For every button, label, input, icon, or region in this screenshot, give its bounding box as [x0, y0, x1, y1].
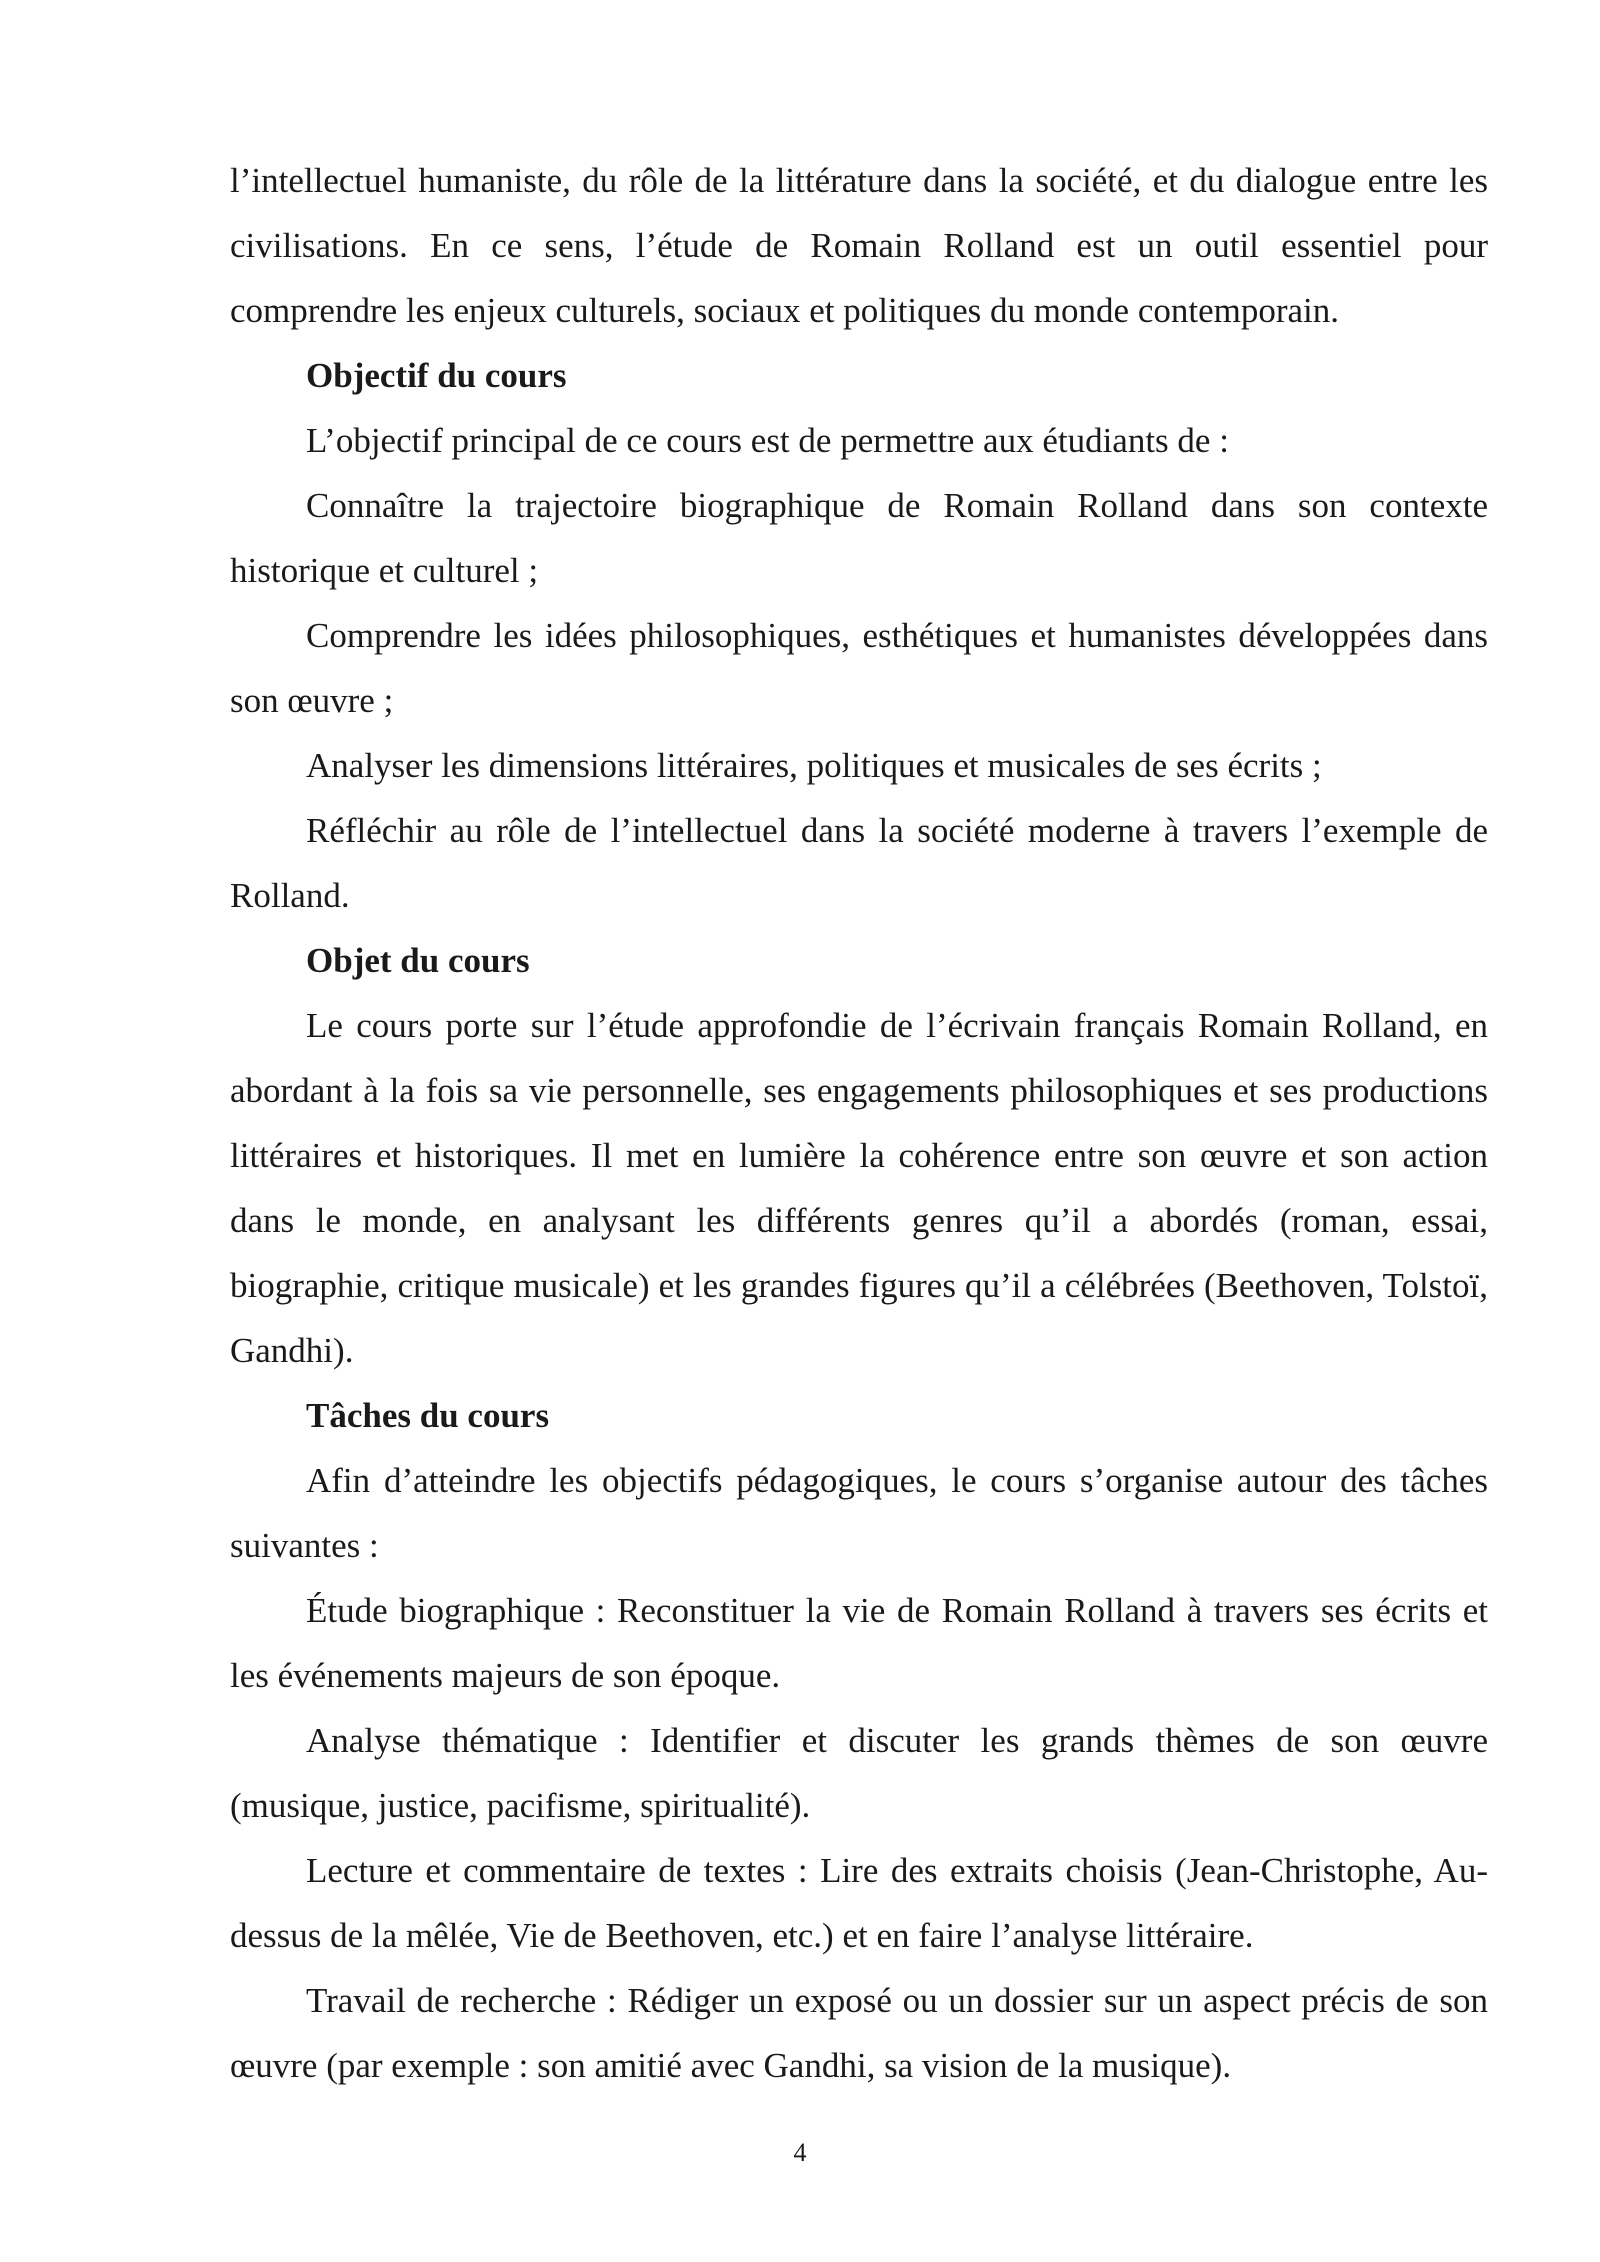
taches-lead: Afin d’atteindre les objectifs pédagogiques, le cours s’organise autour des tâches suivantes :	[230, 1461, 1488, 1565]
page-number: 4	[793, 2138, 807, 2167]
taches-item: Travail de recherche : Rédiger un exposé ou un dossier sur un aspect précis de son œuvre (par exemple : son amitié avec Gandhi, sa vision de la musique).	[230, 1981, 1488, 2085]
objectif-item: Réfléchir au rôle de l’intellectuel dans la société moderne à travers l’exemple de Rolland.	[230, 811, 1488, 915]
objectif-item: Analyser les dimensions littéraires, politiques et musicales de ses écrits ;	[306, 746, 1322, 785]
objectif-item: Connaître la trajectoire biographique de Romain Rolland dans son contexte historique et culturel ;	[230, 486, 1488, 590]
objectif-item: Comprendre les idées philosophiques, esthétiques et humanistes développées dans son œuvre ;	[230, 616, 1488, 720]
taches-item: Étude biographique : Reconstituer la vie de Romain Rolland à travers ses écrits et les événements majeurs de son époque.	[230, 1591, 1488, 1695]
taches-item: Analyse thématique : Identifier et discuter les grands thèmes de son œuvre (musique, justice, pacifisme, spiritualité).	[230, 1721, 1488, 1825]
taches-item: Lecture et commentaire de textes : Lire des extraits choisis (Jean-Christophe, Au-dessus de la mêlée, Vie de Beethoven, etc.) et en faire l’analyse littéraire.	[230, 1851, 1488, 1955]
objectif-lead: L’objectif principal de ce cours est de permettre aux étudiants de :	[306, 421, 1229, 460]
section-heading-taches: Tâches du cours	[306, 1396, 550, 1435]
objet-paragraph: Le cours porte sur l’étude approfondie de l’écrivain français Romain Rolland, en abordant à la fois sa vie personnelle, ses engagements philosophiques et ses productions littéraires et historiques. Il met en lumière la cohérence entre son œuvre et son action dans le monde, en analysant les différents genres qu’il a abordés (roman, essai, biographie, critique musicale) et les grandes figures qu’il a célébrées (Beethoven, Tolstoï, Gandhi).	[230, 1006, 1488, 1370]
document-page	[230, 148, 1488, 2098]
section-heading-objectif: Objectif du cours	[306, 356, 567, 395]
section-heading-objet: Objet du cours	[306, 941, 530, 980]
intro-paragraph: l’intellectuel humaniste, du rôle de la littérature dans la société, et du dialogue entre les civilisations. En ce sens, l’étude de Romain Rolland est un outil essentiel pour comprendre les enjeux culturels, sociaux et politiques du monde contemporain.	[230, 161, 1488, 330]
